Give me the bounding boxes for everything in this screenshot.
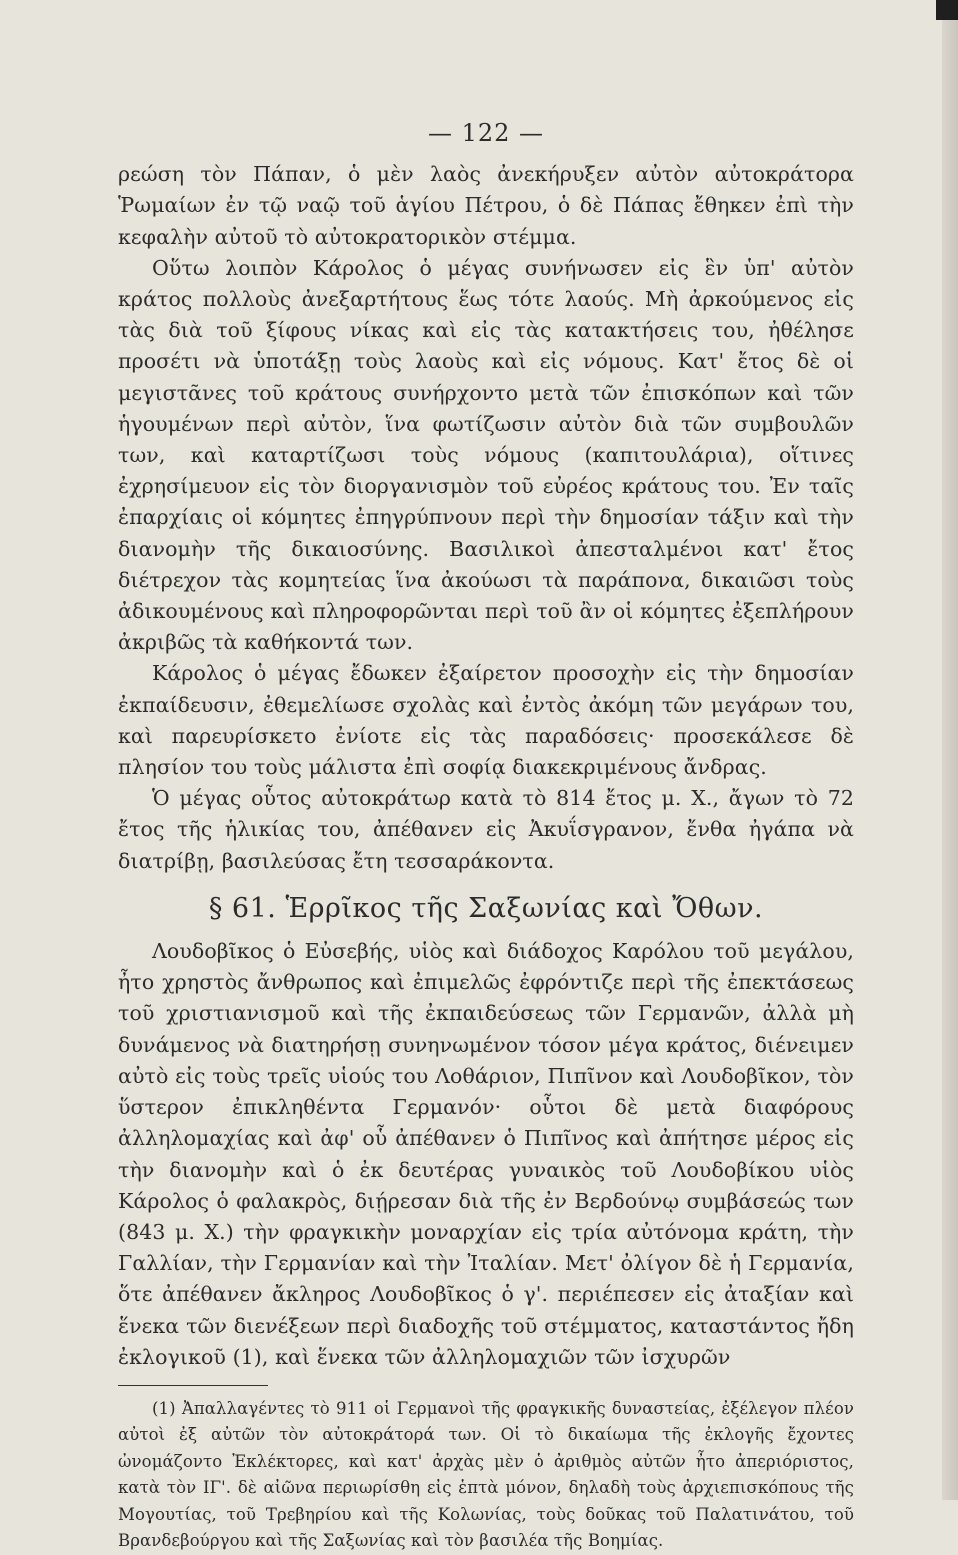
paragraph-education: Κάρολος ὁ μέγας ἔδωκεν ἐξαίρετον προσοχὴν εἰς τὴν δημοσίαν ἐκπαίδευσιν, ἐθεμελίωσε σχολὰς καὶ ἐντὸς ἀκόμη τῶν μεγάρων του, καὶ παρευρίσκετο ἐνίοτε εἰς τὰς παραδόσεις· προσεκάλεσε δὲ πλησίον του τοὺς μάλιστα ἐπὶ σοφίᾳ διακεκριμένους ἄνδρας. <box>118 661 854 780</box>
page-text-block <box>118 118 854 1555</box>
paragraph-continuation: ρεώση τὸν Πάπαν, ὁ μὲν λαὸς ἀνεκήρυξεν αὐτὸν αὐτοκράτορα Ῥωμαίων ἐν τῷ ναῷ τοῦ ἁγίου Πέτρου, ὁ δὲ Πάπας ἔθηκεν ἐπὶ τὴν κεφαλὴν αὐτοῦ τὸ αὐτοκρατορικὸν στέμμα. <box>118 162 854 249</box>
footnote-rule <box>118 1385 268 1386</box>
section-heading: § 61. Ἑρρῖκος τῆς Σαξωνίας καὶ Ὄθων. <box>208 892 764 924</box>
scan-corner-mark <box>936 0 958 20</box>
paragraph-charlemagne-laws: Οὕτω λοιπὸν Κάρολος ὁ μέγας συνήνωσεν εἰς ἓν ὑπ' αὐτὸν κράτος πολλοὺς ἀνεξαρτήτους ἕως τότε λαούς. Μὴ ἀρκούμενος εἰς τὰς διὰ τοῦ ξίφους νίκας καὶ εἰς τὰς κατακτήσεις του, ἠθέλησε προσέτι νὰ ὑποτάξῃ τοὺς λαοὺς καὶ εἰς νόμους. Κατ' ἔτος δὲ οἱ μεγιστᾶνες τοῦ κράτους συνήρχοντο μετὰ τῶν ἐπισκόπων καὶ τῶν ἡγουμένων περὶ αὐτὸν, ἵνα φωτίζωσιν αὐτὸν διὰ τῶν συμβουλῶν των, καὶ καταρτίζωσι τοὺς νόμους (καπιτουλάρια), οἵτινες ἐχρησίμευον εἰς τὸν διοργανισμὸν τοῦ εὐρέος κράτους του. Ἐν ταῖς ἐπαρχίαις οἱ κόμητες ἐπηγρύπνουν περὶ τὴν δημοσίαν τάξιν καὶ τὴν διανομὴν τῆς δικαιοσύνης. Βασιλικοὶ ἀπεσταλμένοι κατ' ἔτος διέτρεχον τὰς κομητείας ἵνα ἀκούωσι τὰ παράπονα, δικαιῶσι τοὺς ἀδικουμένους καὶ πληροφορῶνται περὶ τοῦ ἂν οἱ κόμητες ἐξεπλήρουν ἀκριβῶς τὰ καθήκοντά των. <box>118 255 854 655</box>
page-edge-shadow <box>942 0 958 1500</box>
page-number: — 122 — <box>427 119 545 147</box>
footnote: (1) Ἀπαλλαγέντες τὸ 911 οἱ Γερμανοὶ τῆς φραγκικῆς δυναστείας, ἐξέλεγον πλέον αὐτοὶ ἐξ αὐτῶν τὸν αὐτοκράτορά των. Οἱ τὸ δικαίωμα τῆς ἐκλογῆς ἔχοντες ὠνομάζοντο Ἐκλέκτορες, καὶ κατ' ἀρχὰς μὲν ὁ ἀριθμὸς αὐτῶν ἦτο ἀπεριόριστος, κατὰ τὸν ΙΓ'. δὲ αἰῶνα περιωρίσθη εἰς ἑπτὰ μόνον, δηλαδὴ τοὺς ἀρχιεπισκόπους τῆς Μογουτίας, τοῦ Τρεβηρίου καὶ τῆς Κολωνίας, τοὺς δοῦκας τοῦ Παλατινάτου, τοῦ Βρανδεβούργου καὶ τῆς Σαξωνίας καὶ τὸν βασιλέα τῆς Βοημίας. <box>118 1398 854 1551</box>
paragraph-louis-pious: Λουδοβῖκος ὁ Εὐσεβής, υἱὸς καὶ διάδοχος Καρόλου τοῦ μεγάλου, ἦτο χρηστὸς ἄνθρωπος καὶ ἐπιμελῶς ἐφρόντιζε περὶ τῆς ἐπεκτάσεως τοῦ χριστιανισμοῦ καὶ τῆς ἐκπαιδεύσεως τῶν Γερμανῶν, ἀλλὰ μὴ δυνάμενος νὰ διατηρήσῃ συνηνωμένον τόσον μέγα κράτος, διένειμεν αὐτὸ εἰς τοὺς τρεῖς υἱούς του Λοθάριον, Πιπῖνον καὶ Λουδοβῖκον, τὸν ὕστερον ἐπικληθέντα Γερμανόν· οὗτοι δὲ μετὰ διαφόρους ἀλληλομαχίας καὶ ἀφ' οὗ ἀπέθανεν ὁ Πιπῖνος καὶ ἀπήτησε μέρος εἰς τὴν διανομὴν καὶ ὁ ἐκ δευτέρας γυναικὸς τοῦ Λουδοβίκου υἱὸς Κάρολος ὁ φαλακρὸς, διῄρεσαν διὰ τῆς ἐν Βερδούνῳ συμβάσεώς των (843 μ. Χ.) τὴν φραγκικὴν μοναρχίαν εἰς τρία αὐτόνομα κράτη, τὴν Γαλλίαν, τὴν Γερμανίαν καὶ τὴν Ἰταλίαν. Μετ' ὀλίγον δὲ ἡ Γερμανία, ὅτε ἀπέθανεν ἄκληρος Λουδοβῖκος ὁ γ'. περιέπεσεν εἰς ἀταξίαν καὶ ἕνεκα τῶν διενέξεων περὶ διαδοχῆς τοῦ στέμματος, καταστάντος ἤδη ἐκλογικοῦ (1), καὶ ἕνεκα τῶν ἀλληλομαχιῶν τῶν ἰσχυρῶν <box>118 939 854 1369</box>
paragraph-death: Ὁ μέγας οὗτος αὐτοκράτωρ κατὰ τὸ 814 ἔτος μ. Χ., ἄγων τὸ 72 ἔτος τῆς ἡλικίας του, ἀπέθανεν εἰς Ἀκυΐσγρανον, ἔνθα ἠγάπα νὰ διατρίβῃ, βασιλεύσας ἔτη τεσσαράκοντα. <box>118 786 854 873</box>
